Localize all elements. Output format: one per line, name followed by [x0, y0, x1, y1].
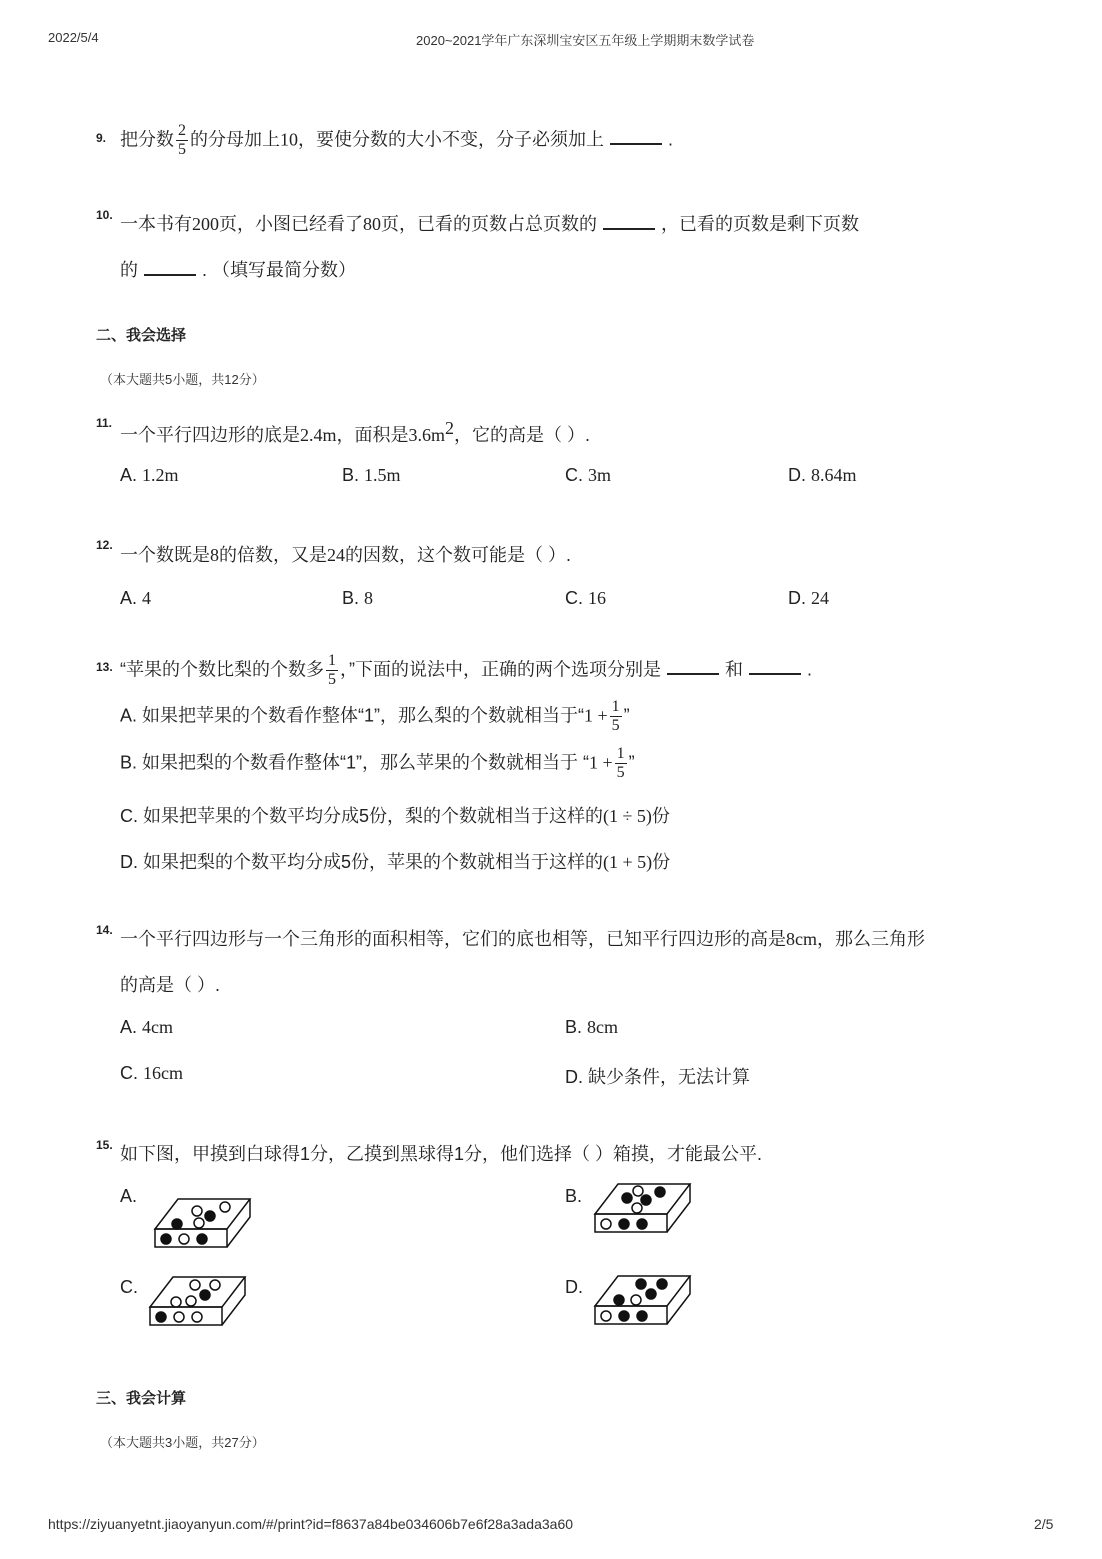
option-b[interactable]: B. 如果把梨的个数看作整体“1”，那么苹果的个数就相当于 “1 + $\frac{1}{5}$ ” — [120, 745, 635, 781]
section-title: 二、我会选择 — [96, 327, 187, 344]
option-a[interactable]: A. 1.2m — [120, 465, 179, 485]
option-d[interactable]: D. 如果把梨的个数平均分成5份，苹果的个数就相当于这样的(1 + 5)份 — [120, 852, 671, 872]
fraction: $\frac{2}{5}$ — [178, 122, 186, 158]
ball-box-c-image[interactable] — [145, 1273, 249, 1329]
question-13: “苹果的个数比梨的个数多 $\frac{1}{5}$ ，”下面的说法中，正确的两个选项分别是 和 . — [120, 652, 813, 688]
question-10-line2: 的 . （填写最简分数） — [120, 260, 357, 280]
fraction: $\frac{1}{5}$ — [611, 698, 620, 734]
answer-blank[interactable] — [144, 262, 196, 276]
fraction: $\frac{1}{5}$ — [328, 652, 336, 688]
question-number: 12. — [96, 538, 113, 552]
option-b-label[interactable]: B. — [565, 1186, 583, 1206]
option-c[interactable]: C. 如果把苹果的个数平均分成5份，梨的个数就相当于这样的(1 ÷ 5)份 — [120, 806, 670, 826]
document-title: 2020~2021学年广东深圳宝安区五年级上学期期末数学试卷 — [416, 33, 755, 48]
question-number: 10. — [96, 208, 113, 222]
answer-blank[interactable] — [603, 216, 655, 230]
ball-box-b-image[interactable] — [590, 1180, 694, 1236]
option-b[interactable]: B. 8cm — [565, 1017, 619, 1037]
section-note: （本大题共5小题，共12分） — [100, 372, 265, 387]
option-a[interactable]: A. 如果把苹果的个数看作整体“1”，那么梨的个数就相当于“1 + $\frac{1}{5}$ ” — [120, 698, 630, 734]
answer-blank[interactable] — [610, 131, 662, 145]
option-a[interactable]: A. 4 — [120, 588, 152, 608]
question-11: 一个平行四边形的底是2.4m，面积是$3.6m^2$，它的高是（ ）. — [120, 418, 591, 445]
question-14-line2: 的高是（ ）. — [120, 975, 221, 995]
option-b[interactable]: B. 8 — [342, 588, 374, 608]
question-number: 13. — [96, 660, 113, 674]
option-d[interactable]: D. 24 — [788, 588, 830, 608]
answer-blank[interactable] — [667, 661, 719, 675]
section-note: （本大题共3小题，共27分） — [100, 1435, 265, 1450]
question-number: 9. — [96, 131, 107, 145]
option-c[interactable]: C. 3m — [565, 465, 612, 485]
question-12: 一个数既是8的倍数，又是24的因数，这个数可能是（ ）. — [120, 545, 572, 565]
ball-box-a-image[interactable] — [150, 1195, 254, 1251]
option-a[interactable]: A. 4cm — [120, 1017, 174, 1037]
question-14-line1: 一个平行四边形与一个三角形的面积相等，它们的底也相等，已知平行四边形的高是8cm，那么三角形 — [120, 929, 925, 949]
option-c-label[interactable]: C. — [120, 1277, 138, 1297]
fraction: $\frac{1}{5}$ — [616, 745, 625, 781]
option-d[interactable]: D. 8.64m — [788, 465, 857, 485]
question-number: 15. — [96, 1138, 113, 1152]
section-title: 三、我会计算 — [96, 1390, 187, 1407]
option-c[interactable]: C. 16 — [565, 588, 607, 608]
option-d[interactable]: D. 缺少条件，无法计算 — [565, 1067, 751, 1087]
question-10-line1: 一本书有200页，小图已经看了80页，已看的页数占总页数的 ，已看的页数是剩下页数 — [120, 214, 859, 234]
print-date: 2022/5/4 — [48, 30, 99, 45]
question-9: 把分数 $\frac{2}{5}$ 的分母加上10，要使分数的大小不变，分子必须加上 . — [120, 122, 674, 158]
option-b[interactable]: B. 1.5m — [342, 465, 401, 485]
question-number: 14. — [96, 923, 113, 937]
answer-blank[interactable] — [749, 661, 801, 675]
option-c[interactable]: C. 16cm — [120, 1063, 184, 1083]
question-15: 如下图，甲摸到白球得1分，乙摸到黑球得1分，他们选择（ ）箱摸，才能最公平. — [120, 1144, 763, 1164]
page-url[interactable]: https://ziyuanyetnt.jiaoyanyun.com/#/print?id=f8637a84be034606b7e6f28a3ada3a60 — [48, 1516, 574, 1532]
ball-box-d-image[interactable] — [590, 1272, 694, 1328]
page-number: 2/5 — [1034, 1516, 1054, 1532]
option-d-label[interactable]: D. — [565, 1277, 583, 1297]
option-a-label[interactable]: A. — [120, 1186, 138, 1206]
question-number: 11. — [96, 416, 113, 430]
